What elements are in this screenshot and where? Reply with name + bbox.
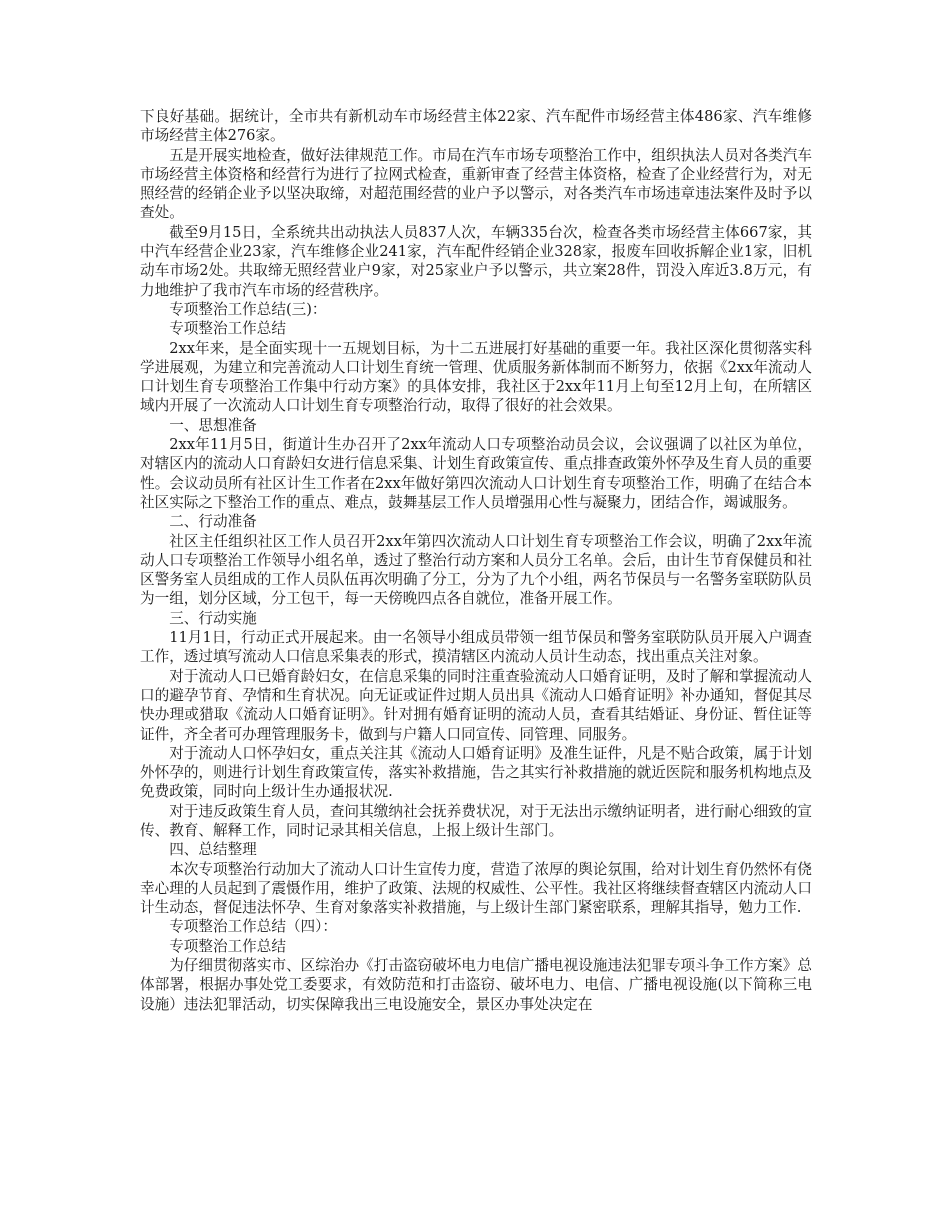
document-body — [140, 107, 812, 1014]
section-subheading: 专项整治工作总结 — [169, 937, 286, 955]
section-heading: 四、总结整理 — [169, 841, 257, 859]
paragraph: 2xx年11月5日，街道计生办召开了2xx年流动人口专项整治动员会议，会议强调了以社区为单位，对辖区内的流动人口育龄妇女进行信息采集、计划生育政策宣传、重点排查政策外怀孕及生育人员的重要性。会议动员所有社区计生工作者在2xx年做好第四次流动人口计划生育专项整治工作，明确了在结合本社区实际之下整治工作的重点、难点，鼓舞基层工作人员增强用心性与凝聚力，团结合作，竭诚服务。 — [140, 436, 812, 511]
paragraph: 社区主任组织社区工作人员召开2xx年第四次流动人口计划生育专项整治工作会议，明确了2xx年流动人口专项整治工作领导小组名单，透过了整治行动方案和人员分工名单。会后，由计生节育保健员和社区警务室人员组成的工作人员队伍再次明确了分工，分为了九个小组，两名节保员与一名警务室联防队员为一组，划分区域，分工包干，每一天傍晚四点各自就位，准备开展工作。 — [140, 532, 812, 608]
paragraph: 对于违反政策生育人员，查问其缴纳社会抚养费状况，对于无法出示缴纳证明者，进行耐心细致的宣传、教育、解释工作，同时记录其相关信息，上报上级计生部门。 — [140, 802, 812, 839]
section-heading: 二、行动准备 — [169, 513, 257, 531]
paragraph: 为仔细贯彻落实市、区综治办《打击盗窃破坏电力电信广播电视设施违法犯罪专项斗争工作方案》总体部署，根据办事处党工委要求，有效防范和打击盗窃、破坏电力、电信、广播电视设施(以下简称三电设施）违法犯罪活动，切实保障我出三电设施安全，景区办事处决定在 — [140, 957, 812, 1013]
paragraph: 截至9月15日，全系统共出动执法人员837人次，车辆335台次，检查各类市场经营主体667家，其中汽车经营企业23家，汽车维修企业241家，汽车配件经销企业328家，报废车回收拆解企业1家，旧机动车市场2处。共取缔无照经营业户9家，对25家业户予以警示，共立案28件，罚没入库近3.8万元，有力地维护了我市汽车市场的经营秩序。 — [140, 223, 812, 299]
section-subheading: 专项整治工作总结 — [169, 320, 286, 338]
paragraph: 2xx年来，是全面实现十一五规划目标，为十二五进展打好基础的重要一年。我社区深化贯彻落实科学进展观，为建立和完善流动人口计划生育统一管理、优质服务新体制而不断努力，依据《2xx年流动人口计划生育专项整治工作集中行动方案》的具体安排，我社区于2xx年11月上旬至12月上旬，在所辖区域内开展了一次流动人口计划生育专项整治行动，取得了很好的社会效果。 — [140, 339, 812, 415]
section-heading: 一、思想准备 — [169, 416, 257, 434]
paragraph: 本次专项整治行动加大了流动人口计生宣传力度，营造了浓厚的舆论氛围，给对计划生育仍然怀有侥幸心理的人员起到了震慑作用，维护了政策、法规的权威性、公平性。我社区将继续督查辖区内流动人口计生动态，督促违法怀孕、生育对象落实补救措施，与上级计生部门紧密联系，理解其指导，勉力工作. — [140, 860, 812, 917]
section-heading: 专项整治工作总结（四）： — [169, 918, 338, 936]
paragraph: 下良好基础。据统计，全市共有新机动车市场经营主体22家、汽车配件市场经营主体486家、汽车维修市场经营主体276家。 — [140, 108, 812, 145]
section-heading: 专项整治工作总结(三)： — [169, 300, 327, 318]
paragraph: 五是开展实地检查，做好法律规范工作。市局在汽车市场专项整治工作中，组织执法人员对各类汽车市场经营主体资格和经营行为进行了拉网式检查，重新审查了经营主体资格，检查了企业经营行为，对无照经营的经销企业予以坚决取缔，对超范围经营的业户予以警示，对各类汽车市场违章违法案件及时予以查处。 — [140, 146, 812, 222]
paragraph: 对于流动人口怀孕妇女，重点关注其《流动人口婚育证明》及准生证件，凡是不贴合政策，属于计划外怀孕的，则进行计划生育政策宣传，落实补救措施，告之其实行补救措施的就近医院和服务机构地点及免费政策，同时向上级计生办通报状况. — [140, 744, 812, 801]
paragraph: 对于流动人口已婚育龄妇女，在信息采集的同时注重查验流动人口婚育证明，及时了解和掌握流动人口的避孕节育、孕情和生育状况。向无证或证件过期人员出具《流动人口婚育证明》补办通知，督促其尽快办理或猎取《流动人口婚育证明》。针对拥有婚育证明的流动人员，查看其结婚证、身份证、暂住证等证件，齐全者可办理管理服务卡，做到与户籍人口同宣传、同管理、同服务。 — [140, 667, 812, 743]
paragraph: 11月1日，行动正式开展起来。由一名领导小组成员带领一组节保员和警务室联防队员开展入户调查工作，透过填写流动人口信息采集表的形式，摸清辖区内流动人员计生动态，找出重点关注对象。 — [140, 629, 812, 666]
section-heading: 三、行动实施 — [169, 609, 257, 627]
